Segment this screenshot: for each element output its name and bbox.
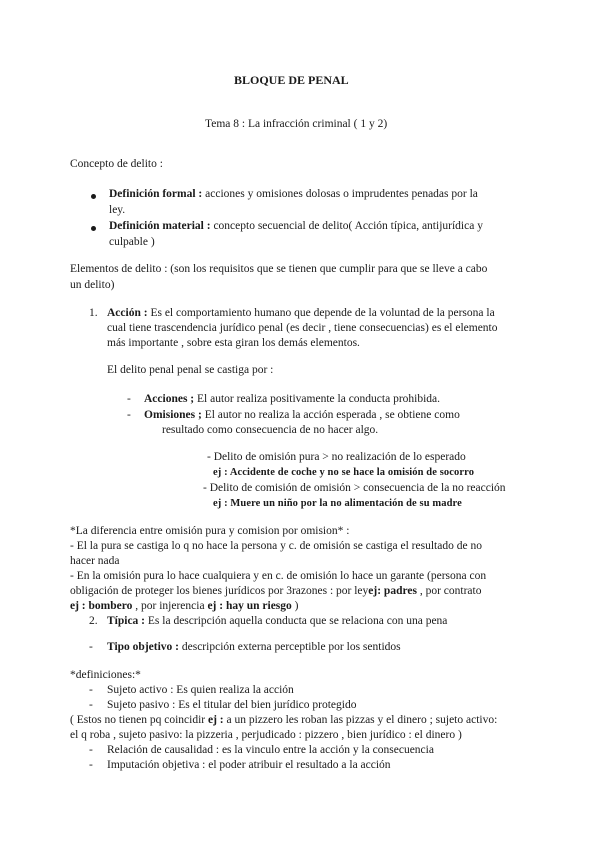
omision-pura: - Delito de omisión pura > no realización de lo esperado	[207, 451, 466, 463]
diferencia-line4	[70, 584, 481, 599]
definicion-material-cont: culpable )	[109, 236, 155, 248]
bullet-icon	[91, 194, 96, 199]
definicion-material-term: Definición material :	[109, 220, 211, 232]
definiciones-note1	[70, 713, 497, 728]
omisiones-cont: resultado como consecuencia de no hacer algo.	[162, 424, 379, 436]
relacion-causalidad: Relación de causalidad : es la vinculo entre la acción y la consecuencia	[107, 744, 434, 756]
omisiones-item	[144, 408, 460, 423]
sujeto-activo: Sujeto activo : Es quien realiza la acción	[107, 684, 294, 696]
tipica-number: 2.	[89, 615, 98, 627]
diferencia-line4-contrato: , por contrato	[416, 585, 482, 597]
castiga-line: El delito penal penal se castiga por :	[107, 364, 274, 376]
tipica-term: Típica :	[107, 615, 146, 627]
tipica-text: Es la descripción aquella conducta que se relaciona con una pena	[145, 615, 448, 627]
acciones-text: El autor realiza positivamente la conducta prohibida.	[194, 393, 441, 405]
accion-line1	[107, 306, 495, 321]
diferencia-line2: hacer nada	[70, 555, 120, 567]
acciones-term: Acciones ;	[144, 393, 195, 405]
concepto-heading: Concepto de delito :	[70, 158, 163, 170]
dash-marker: -	[127, 393, 131, 405]
imputacion-objetiva: Imputación objetiva : el poder atribuir el resultado a la acción	[107, 759, 391, 771]
comision-omision-ejemplo: ej : Muere un niño por la no alimentación de su madre	[213, 498, 462, 509]
note1-ej: ej :	[207, 714, 224, 726]
tipica-line	[107, 614, 447, 629]
sujeto-pasivo: Sujeto pasivo : Es el titular del bien jurídico protegido	[107, 699, 357, 711]
diferencia-line4-text: obligación de proteger los bienes jurídicos por 3razones : por ley	[70, 585, 369, 597]
definicion-formal	[109, 187, 478, 202]
omision-pura-ejemplo: ej : Accidente de coche y no se hace la omisión de socorro	[213, 467, 475, 478]
accion-line2: cual tiene trascendencia jurídico penal (es decir , tiene consecuencias) es el elemento	[107, 322, 498, 334]
diferencia-line5-close: )	[291, 600, 299, 612]
accion-text1: Es el comportamiento humano que depende de la voluntad de la persona la	[147, 307, 495, 319]
omisiones-text: El autor no realiza la acción esperada , se obtiene como	[201, 409, 460, 421]
definicion-formal-term: Definición formal :	[109, 188, 203, 200]
accion-line3: más importante , sobre esta giran los demás elementos.	[107, 337, 360, 349]
definicion-formal-text: acciones y omisiones dolosas o imprudentes penadas por la	[202, 188, 478, 200]
diferencia-line5-injerencia: , por injerencia	[132, 600, 208, 612]
definicion-formal-cont: ley.	[109, 204, 126, 216]
ejemplo-padres: ej: padres	[368, 585, 417, 597]
diferencia-line3: - En la omisión pura lo hace cualquiera y en c. de omisión lo hace un garante (persona con	[70, 570, 487, 582]
dash-marker: -	[89, 684, 93, 696]
accion-number: 1.	[89, 307, 98, 319]
dash-marker: -	[127, 409, 131, 421]
dash-marker: -	[89, 641, 93, 653]
definiciones-note2: el q roba , sujeto pasivo: la pizzeria , perjudicado : pizzero , bien jurídico : el dinero )	[70, 729, 462, 741]
definicion-material-text: concepto secuencial de delito( Acción típica, antijurídica y	[210, 220, 483, 232]
elementos-line2: un delito)	[70, 279, 115, 291]
document-subtitle: Tema 8 : La infracción criminal ( 1 y 2)	[205, 118, 388, 130]
tipo-objetivo-text: descripción externa perceptible por los sentidos	[179, 641, 401, 653]
tipo-objetivo-term: Tipo objetivo :	[107, 641, 179, 653]
diferencia-line5	[70, 599, 299, 614]
ejemplo-bombero: ej : bombero	[70, 600, 133, 612]
accion-term: Acción :	[107, 307, 148, 319]
omisiones-term: Omisiones ;	[144, 409, 202, 421]
document-title: BLOQUE DE PENAL	[234, 73, 349, 87]
diferencia-line1: - El la pura se castiga lo q no hace la persona y c. de omisión se castiga el resultado de no	[70, 540, 482, 552]
definiciones-heading: *definiciones:*	[70, 669, 141, 681]
acciones-item	[144, 392, 440, 407]
tipo-objetivo-line	[107, 640, 401, 655]
dash-marker: -	[89, 759, 93, 771]
elementos-line1: Elementos de delito : (son los requisitos que se tienen que cumplir para que se lleve a cabo	[70, 263, 488, 275]
note1-text: ( Estos no tienen pq coincidir	[70, 714, 208, 726]
diferencia-heading: *La diferencia entre omisión pura y comision por omision* :	[70, 525, 350, 537]
dash-marker: -	[89, 699, 93, 711]
ejemplo-riesgo: ej : hay un riesgo	[207, 600, 292, 612]
definicion-material	[109, 219, 483, 234]
dash-marker: -	[89, 744, 93, 756]
bullet-icon	[91, 226, 96, 231]
comision-omision: - Delito de comisión de omisión > consecuencia de la no reacción	[203, 482, 506, 494]
note1-text-cont: a un pizzero les roban las pizzas y el dinero ; sujeto activo:	[223, 714, 498, 726]
